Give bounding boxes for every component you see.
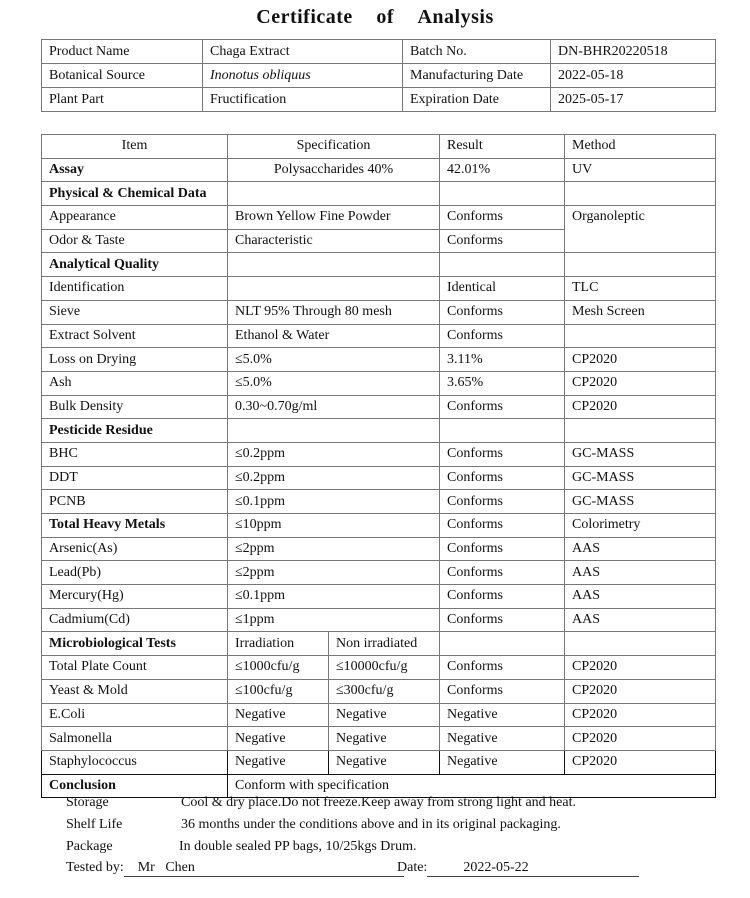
header-spec: Specification	[228, 135, 440, 159]
table-row	[42, 608, 716, 632]
table-row	[42, 750, 716, 774]
row-spec: Ethanol & Water	[228, 324, 440, 348]
row-item: Cadmium(Cd)	[42, 608, 228, 632]
row-result: 3.11%	[440, 348, 565, 372]
mfg-label: Manufacturing Date	[403, 64, 551, 88]
row-result: Conforms	[440, 229, 565, 253]
row-spec: NLT 95% Through 80 mesh	[228, 300, 440, 324]
row-non-irradiated: Negative	[329, 750, 440, 774]
row-method: CP2020	[565, 348, 716, 372]
row-method: AAS	[565, 608, 716, 632]
row-irradiation: Negative	[228, 750, 329, 774]
assay-row	[42, 158, 716, 182]
storage-label: Storage	[66, 795, 109, 810]
row-item: Yeast & Mold	[42, 679, 228, 703]
row-result: Conforms	[440, 442, 565, 466]
row-result: Identical	[440, 277, 565, 301]
row-item: Bulk Density	[42, 395, 228, 419]
row-item: Identification	[42, 277, 228, 301]
part-value: Fructification	[203, 88, 403, 112]
row-result: Conforms	[440, 561, 565, 585]
assay-item: Assay	[42, 158, 228, 182]
title-word-3: Analysis	[417, 6, 494, 28]
tested-value: Mr Chen	[124, 860, 404, 877]
row-result: Conforms	[440, 395, 565, 419]
row-spec: ≤5.0%	[228, 348, 440, 372]
section-analytical-label: Analytical Quality	[42, 253, 228, 277]
section-micro	[42, 632, 716, 656]
row-item: Salmonella	[42, 727, 228, 751]
row-result: Conforms	[440, 585, 565, 609]
table-row	[42, 466, 716, 490]
row-item: Staphylococcus	[42, 750, 228, 774]
table-row	[42, 348, 716, 372]
row-irradiation: ≤100cfu/g	[228, 679, 329, 703]
row-method: GC-MASS	[565, 466, 716, 490]
table-row	[42, 277, 716, 301]
row-item: Ash	[42, 371, 228, 395]
row-non-irradiated: ≤10000cfu/g	[329, 656, 440, 680]
row-result: Negative	[440, 727, 565, 751]
assay-result: 42.01%	[440, 158, 565, 182]
section-metals-label: Total Heavy Metals	[42, 514, 228, 538]
analysis-table	[41, 134, 716, 798]
metals-result: Conforms	[440, 514, 565, 538]
table-row	[42, 324, 716, 348]
row-method: GC-MASS	[565, 442, 716, 466]
title-word-1: Certificate	[256, 6, 353, 28]
micro-non-head: Non irradiated	[329, 632, 440, 656]
row-result: Negative	[440, 703, 565, 727]
batch-value: DN-BHR20220518	[551, 40, 716, 64]
shelf-label: Shelf Life	[66, 817, 123, 832]
row-method: CP2020	[565, 395, 716, 419]
row-spec: 0.30~0.70g/ml	[228, 395, 440, 419]
table-row	[42, 300, 716, 324]
table-row	[42, 561, 716, 585]
table-row	[42, 679, 716, 703]
section-micro-label: Microbiological Tests	[42, 632, 228, 656]
header-item: Item	[42, 135, 228, 159]
mfg-value: 2022-05-18	[551, 64, 716, 88]
row-spec: ≤0.2ppm	[228, 466, 440, 490]
row-spec: ≤2ppm	[228, 561, 440, 585]
row-result: Conforms	[440, 679, 565, 703]
row-spec: ≤5.0%	[228, 371, 440, 395]
table-row	[42, 585, 716, 609]
part-label: Plant Part	[42, 88, 203, 112]
row-method: AAS	[565, 585, 716, 609]
tested-by	[66, 860, 404, 877]
row-method: CP2020	[565, 727, 716, 751]
row-item: Lead(Pb)	[42, 561, 228, 585]
exp-value: 2025-05-17	[551, 88, 716, 112]
header-row	[42, 135, 716, 159]
row-item: Mercury(Hg)	[42, 585, 228, 609]
row-result: Conforms	[440, 206, 565, 230]
row-result: Conforms	[440, 300, 565, 324]
row-result: Conforms	[440, 656, 565, 680]
row-method	[565, 324, 716, 348]
assay-method: UV	[565, 158, 716, 182]
row-item: Arsenic(As)	[42, 537, 228, 561]
exp-label: Expiration Date	[403, 88, 551, 112]
row-irradiation: Negative	[228, 727, 329, 751]
row-item: PCNB	[42, 490, 228, 514]
row-irradiation: Negative	[228, 703, 329, 727]
section-pesticide	[42, 419, 716, 443]
row-item: Odor & Taste	[42, 229, 228, 253]
date-value: 2022-05-22	[427, 860, 639, 877]
botanical-value: Inonotus obliquus	[203, 64, 403, 88]
product-info-table	[41, 39, 716, 112]
table-row	[42, 395, 716, 419]
row-item: Appearance	[42, 206, 228, 230]
table-row	[42, 490, 716, 514]
section-physical	[42, 182, 716, 206]
header-method: Method	[565, 135, 716, 159]
date-block	[397, 860, 639, 877]
row-item: Loss on Drying	[42, 348, 228, 372]
row-method: CP2020	[565, 750, 716, 774]
botanical-label: Botanical Source	[42, 64, 203, 88]
row-spec: ≤2ppm	[228, 537, 440, 561]
row-item: Sieve	[42, 300, 228, 324]
row-non-irradiated: ≤300cfu/g	[329, 679, 440, 703]
date-label: Date:	[397, 860, 428, 875]
conclusion-value: Conform with specification	[228, 774, 716, 798]
row-result: Conforms	[440, 537, 565, 561]
row-item: BHC	[42, 442, 228, 466]
row-spec: Characteristic	[228, 229, 440, 253]
row-method: AAS	[565, 561, 716, 585]
conclusion-label: Conclusion	[42, 774, 228, 798]
product-name-label: Product Name	[42, 40, 203, 64]
title-word-2: of	[376, 6, 394, 28]
row-method: CP2020	[565, 679, 716, 703]
row-result: Conforms	[440, 608, 565, 632]
micro-irr-head: Irradiation	[228, 632, 329, 656]
row-result: Conforms	[440, 466, 565, 490]
row-method: TLC	[565, 277, 716, 301]
row-spec: ≤0.2ppm	[228, 442, 440, 466]
document-title	[0, 6, 750, 29]
row-method: CP2020	[565, 656, 716, 680]
section-analytical	[42, 253, 716, 277]
metals-method: Colorimetry	[565, 514, 716, 538]
row-spec: ≤0.1ppm	[228, 585, 440, 609]
product-name-value: Chaga Extract	[203, 40, 403, 64]
package-value: In double sealed PP bags, 10/25kgs Drum.	[179, 839, 417, 854]
batch-label: Batch No.	[403, 40, 551, 64]
table-row	[42, 727, 716, 751]
tested-label: Tested by:	[66, 860, 124, 875]
row-result: Conforms	[440, 324, 565, 348]
row-spec	[228, 277, 440, 301]
row-item: Extract Solvent	[42, 324, 228, 348]
assay-spec: Polysaccharides 40%	[228, 158, 440, 182]
package-label: Package	[66, 839, 113, 854]
table-row	[42, 703, 716, 727]
row-item: E.Coli	[42, 703, 228, 727]
section-pesticide-label: Pesticide Residue	[42, 419, 228, 443]
header-result: Result	[440, 135, 565, 159]
table-row	[42, 656, 716, 680]
row-result: Conforms	[440, 490, 565, 514]
table-row	[42, 371, 716, 395]
row-spec: ≤1ppm	[228, 608, 440, 632]
row-non-irradiated: Negative	[329, 703, 440, 727]
row-spec: ≤0.1ppm	[228, 490, 440, 514]
section-metals	[42, 514, 716, 538]
row-result: Negative	[440, 750, 565, 774]
section-physical-label: Physical & Chemical Data	[42, 182, 228, 206]
shelf-value: 36 months under the conditions above and in its original packaging.	[181, 817, 561, 832]
row-item: Total Plate Count	[42, 656, 228, 680]
storage-value: Cool & dry place.Do not freeze.Keep away from strong light and heat.	[181, 795, 576, 810]
row-method: Mesh Screen	[565, 300, 716, 324]
table-row	[42, 442, 716, 466]
table-row	[42, 537, 716, 561]
row-item: DDT	[42, 466, 228, 490]
row-method: CP2020	[565, 371, 716, 395]
row-method: AAS	[565, 537, 716, 561]
physical-method: Organoleptic	[565, 206, 716, 253]
row-result: 3.65%	[440, 371, 565, 395]
row-non-irradiated: Negative	[329, 727, 440, 751]
row-method: CP2020	[565, 703, 716, 727]
table-row	[42, 206, 716, 230]
metals-spec: ≤10ppm	[228, 514, 440, 538]
row-irradiation: ≤1000cfu/g	[228, 656, 329, 680]
row-spec: Brown Yellow Fine Powder	[228, 206, 440, 230]
row-method: GC-MASS	[565, 490, 716, 514]
